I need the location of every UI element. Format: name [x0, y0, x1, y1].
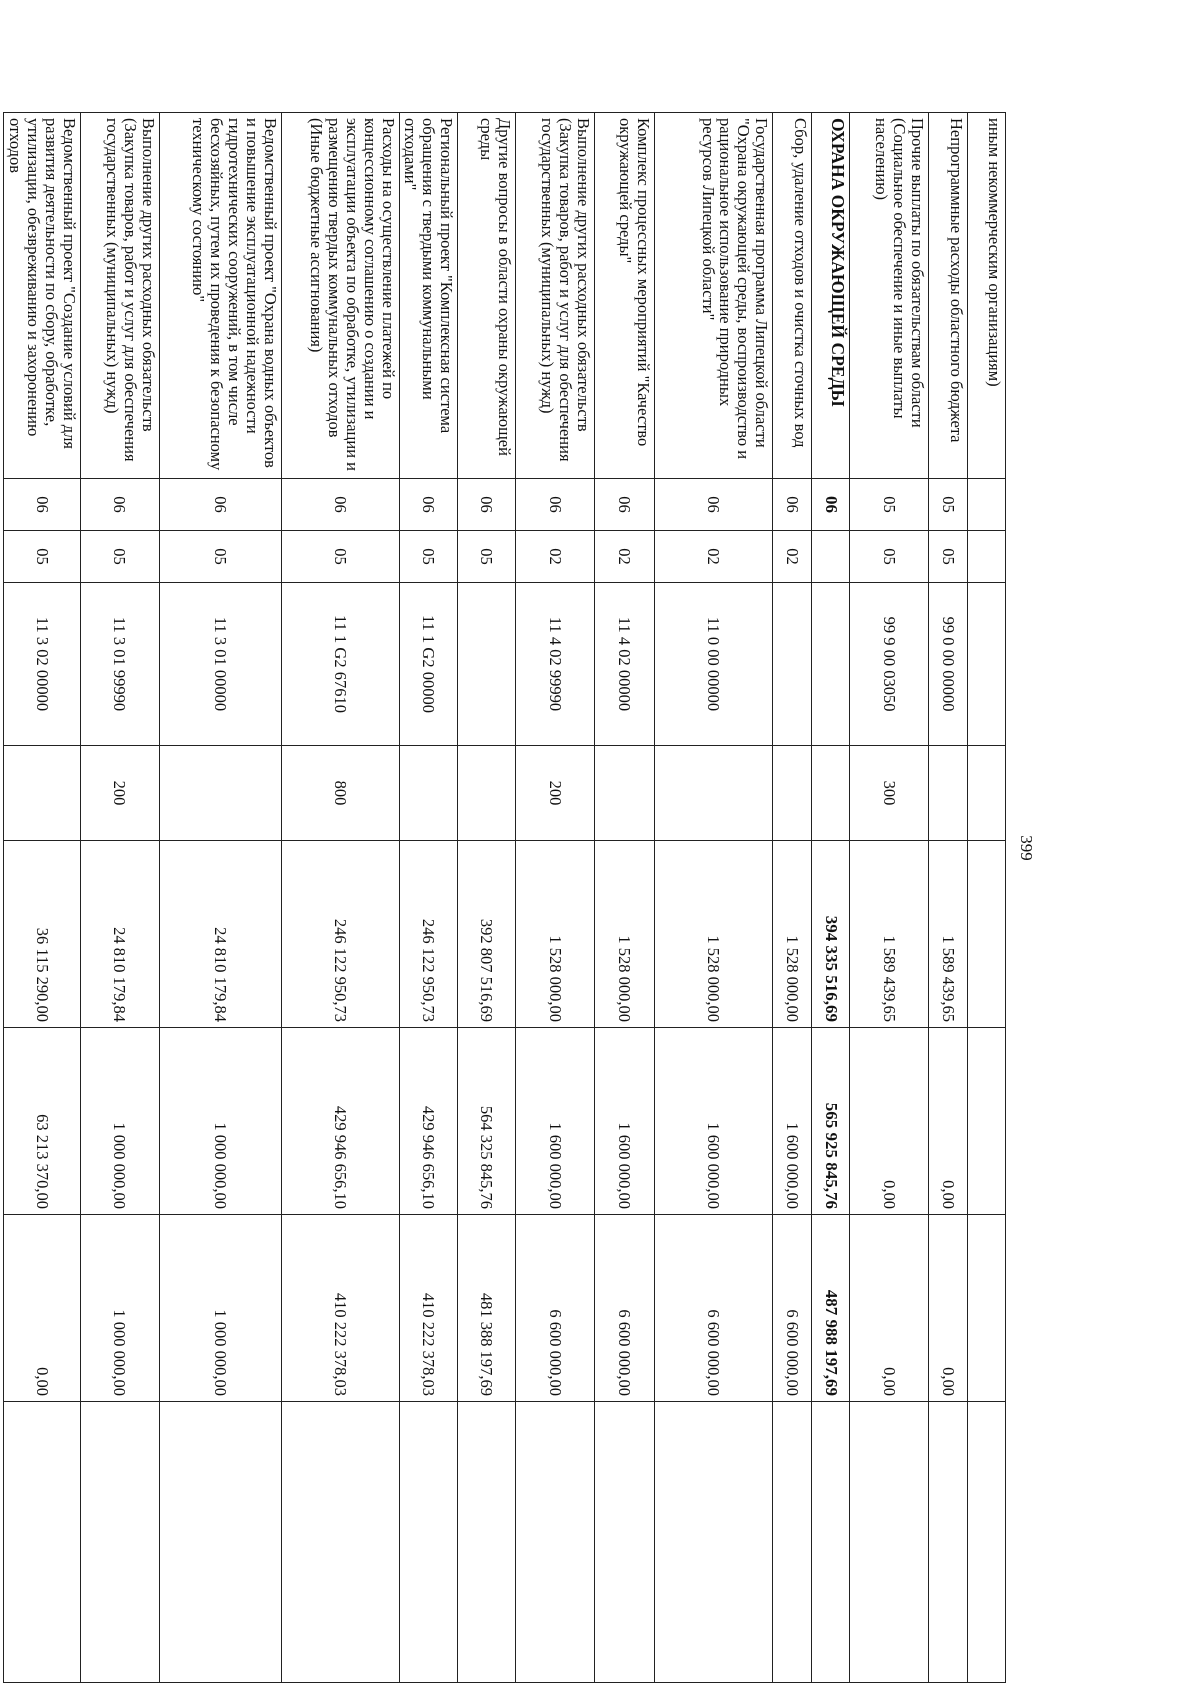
cell-amount-year3: 6 600 000,00	[773, 1215, 812, 1402]
cell-name: Расходы на осуществление платежей по концессионному соглашению о создании и эксплуатации объекта по обработке, утилизации и размещению твердых коммунальных отходов (Иные бюджетные ассигнования)	[281, 113, 399, 479]
cell-amount-year1: 24 810 179,84	[80, 841, 159, 1028]
table-row	[812, 113, 850, 1683]
cell-name: Выполнение других расходных обязательств (Закупка товаров, работ и услуг для обеспечения государственных (муниципальных) нужд)	[516, 113, 595, 479]
cell-amount-year1: 1 589 439,65	[850, 841, 929, 1028]
cell-subsection	[968, 531, 1006, 583]
cell-target-article: 11 3 02 00000	[4, 583, 80, 746]
cell-section: 06	[281, 479, 399, 531]
cell-amount-year1: 246 122 950,73	[399, 841, 457, 1028]
cell-section: 05	[929, 479, 968, 531]
cell-subsection: 05	[850, 531, 929, 583]
cell-amount-year1: 394 335 516,69	[812, 841, 850, 1028]
cell-empty	[812, 1402, 850, 1683]
budget-table	[3, 112, 1006, 1683]
cell-subsection: 05	[4, 531, 80, 583]
table-row	[281, 113, 399, 1683]
table-row	[80, 113, 159, 1683]
cell-name: Региональный проект "Комплексная система обращения с твердыми коммунальными отходами"	[399, 113, 457, 479]
cell-amount-year3	[968, 1215, 1006, 1402]
cell-amount-year2: 63 213 370,00	[4, 1028, 80, 1215]
cell-amount-year1: 1 528 000,00	[595, 841, 655, 1028]
cell-amount-year3: 410 222 378,03	[399, 1215, 457, 1402]
cell-target-article	[458, 583, 516, 746]
cell-amount-year1	[968, 841, 1006, 1028]
cell-name: Государственная программа Липецкой области "Охрана окружающей среды, воспроизводство и рациональное использование природных ресурсов Липецкой области"	[655, 113, 773, 479]
cell-empty	[850, 1402, 929, 1683]
cell-empty	[458, 1402, 516, 1683]
cell-subsection: 02	[516, 531, 595, 583]
cell-amount-year1: 1 528 000,00	[516, 841, 595, 1028]
cell-name: Другие вопросы в области охраны окружающей среды	[458, 113, 516, 479]
cell-amount-year2: 1 000 000,00	[80, 1028, 159, 1215]
cell-amount-year1: 392 807 516,69	[458, 841, 516, 1028]
cell-amount-year2: 429 946 656,10	[281, 1028, 399, 1215]
rotated-page-content	[6, 112, 1006, 1682]
cell-empty	[281, 1402, 399, 1683]
cell-amount-year2: 1 600 000,00	[773, 1028, 812, 1215]
cell-name: Ведомственный проект "Создание условий для развития деятельности по сбору, обработке, утилизации, обезвреживанию и захоронению отходов	[4, 113, 80, 479]
cell-amount-year1: 36 115 290,00	[4, 841, 80, 1028]
cell-amount-year2: 429 946 656,10	[399, 1028, 457, 1215]
cell-target-article: 11 3 01 99990	[80, 583, 159, 746]
table-row	[595, 113, 655, 1683]
cell-expense-type: 200	[516, 746, 595, 841]
cell-expense-type	[4, 746, 80, 841]
cell-amount-year2: 1 600 000,00	[595, 1028, 655, 1215]
cell-section: 06	[812, 479, 850, 531]
table-row	[968, 113, 1006, 1683]
cell-amount-year2: 564 325 845,76	[458, 1028, 516, 1215]
cell-expense-type: 200	[80, 746, 159, 841]
cell-amount-year1: 1 589 439,65	[929, 841, 968, 1028]
cell-section	[968, 479, 1006, 531]
cell-target-article	[812, 583, 850, 746]
cell-amount-year2: 0,00	[929, 1028, 968, 1215]
cell-expense-type	[929, 746, 968, 841]
cell-empty	[929, 1402, 968, 1683]
cell-name: ОХРАНА ОКРУЖАЮЩЕЙ СРЕДЫ	[812, 113, 850, 479]
cell-target-article: 11 0 00 00000	[655, 583, 773, 746]
cell-target-article: 11 4 02 99990	[516, 583, 595, 746]
cell-name: Выполнение других расходных обязательств (Закупка товаров, работ и услуг для обеспечения государственных (муниципальных) нужд)	[80, 113, 159, 479]
cell-amount-year3: 0,00	[850, 1215, 929, 1402]
cell-section: 06	[516, 479, 595, 531]
cell-empty	[80, 1402, 159, 1683]
cell-expense-type	[159, 746, 281, 841]
table-row	[159, 113, 281, 1683]
cell-expense-type	[655, 746, 773, 841]
cell-target-article: 11 3 01 00000	[159, 583, 281, 746]
cell-amount-year3: 6 600 000,00	[595, 1215, 655, 1402]
cell-amount-year3: 6 600 000,00	[516, 1215, 595, 1402]
cell-target-article: 99 9 00 03050	[850, 583, 929, 746]
cell-subsection: 02	[773, 531, 812, 583]
cell-section: 06	[80, 479, 159, 531]
cell-name: Прочие выплаты по обязательствам области (Социальное обеспечение и иные выплаты населению)	[850, 113, 929, 479]
cell-amount-year2: 1 600 000,00	[655, 1028, 773, 1215]
cell-name: Сбор, удаление отходов и очистка сточных вод	[773, 113, 812, 479]
table-row	[4, 113, 80, 1683]
cell-amount-year1: 1 528 000,00	[655, 841, 773, 1028]
cell-empty	[595, 1402, 655, 1683]
cell-subsection: 05	[399, 531, 457, 583]
cell-empty	[968, 1402, 1006, 1683]
cell-subsection: 05	[80, 531, 159, 583]
cell-amount-year1: 246 122 950,73	[281, 841, 399, 1028]
cell-section: 06	[399, 479, 457, 531]
budget-table-area	[6, 112, 1006, 1682]
cell-empty	[399, 1402, 457, 1683]
cell-section: 06	[773, 479, 812, 531]
cell-amount-year1: 1 528 000,00	[773, 841, 812, 1028]
cell-subsection: 05	[458, 531, 516, 583]
page-number: 399	[1017, 835, 1036, 861]
cell-target-article: 11 1 G2 00000	[399, 583, 457, 746]
cell-subsection: 05	[281, 531, 399, 583]
cell-amount-year3: 410 222 378,03	[281, 1215, 399, 1402]
cell-empty	[773, 1402, 812, 1683]
table-row	[458, 113, 516, 1683]
cell-target-article: 11 4 02 00000	[595, 583, 655, 746]
cell-name: иным некоммерческим организациям)	[968, 113, 1006, 479]
table-row	[929, 113, 968, 1683]
cell-name: Ведомственный проект "Охрана водных объектов и повышение эксплуатационной надежности гидротехнических сооружений, в том числе бесхозяйных, путем их проведения к безопасному техническому состоянию"	[159, 113, 281, 479]
cell-section: 06	[458, 479, 516, 531]
cell-section: 06	[159, 479, 281, 531]
cell-amount-year2	[968, 1028, 1006, 1215]
table-row	[850, 113, 929, 1683]
cell-target-article	[968, 583, 1006, 746]
cell-amount-year3: 487 988 197,69	[812, 1215, 850, 1402]
table-row	[399, 113, 457, 1683]
cell-amount-year2: 565 925 845,76	[812, 1028, 850, 1215]
cell-name: Комплекс процессных мероприятий "Качество окружающей среды"	[595, 113, 655, 479]
cell-expense-type	[399, 746, 457, 841]
cell-empty	[159, 1402, 281, 1683]
cell-amount-year3: 481 388 197,69	[458, 1215, 516, 1402]
table-row	[773, 113, 812, 1683]
cell-amount-year3: 0,00	[4, 1215, 80, 1402]
cell-amount-year3: 1 000 000,00	[159, 1215, 281, 1402]
cell-expense-type	[458, 746, 516, 841]
cell-empty	[655, 1402, 773, 1683]
cell-amount-year3: 6 600 000,00	[655, 1215, 773, 1402]
cell-empty	[516, 1402, 595, 1683]
cell-subsection: 05	[929, 531, 968, 583]
cell-subsection: 05	[159, 531, 281, 583]
budget-table-body	[4, 113, 1006, 1683]
cell-expense-type: 800	[281, 746, 399, 841]
cell-target-article	[773, 583, 812, 746]
cell-subsection: 02	[655, 531, 773, 583]
cell-name: Непрограммные расходы областного бюджета	[929, 113, 968, 479]
cell-amount-year2: 1 600 000,00	[516, 1028, 595, 1215]
cell-section: 06	[595, 479, 655, 531]
cell-expense-type	[773, 746, 812, 841]
cell-target-article: 11 1 G2 67610	[281, 583, 399, 746]
cell-expense-type	[595, 746, 655, 841]
cell-section: 06	[655, 479, 773, 531]
cell-section: 06	[4, 479, 80, 531]
cell-empty	[4, 1402, 80, 1683]
cell-subsection: 02	[595, 531, 655, 583]
cell-subsection	[812, 531, 850, 583]
table-row	[516, 113, 595, 1683]
cell-target-article: 99 0 00 00000	[929, 583, 968, 746]
cell-amount-year3: 0,00	[929, 1215, 968, 1402]
cell-amount-year1: 24 810 179,84	[159, 841, 281, 1028]
table-row	[655, 113, 773, 1683]
cell-expense-type	[812, 746, 850, 841]
cell-expense-type	[968, 746, 1006, 841]
cell-section: 05	[850, 479, 929, 531]
cell-amount-year3: 1 000 000,00	[80, 1215, 159, 1402]
cell-amount-year2: 0,00	[850, 1028, 929, 1215]
cell-amount-year2: 1 000 000,00	[159, 1028, 281, 1215]
cell-expense-type: 300	[850, 746, 929, 841]
